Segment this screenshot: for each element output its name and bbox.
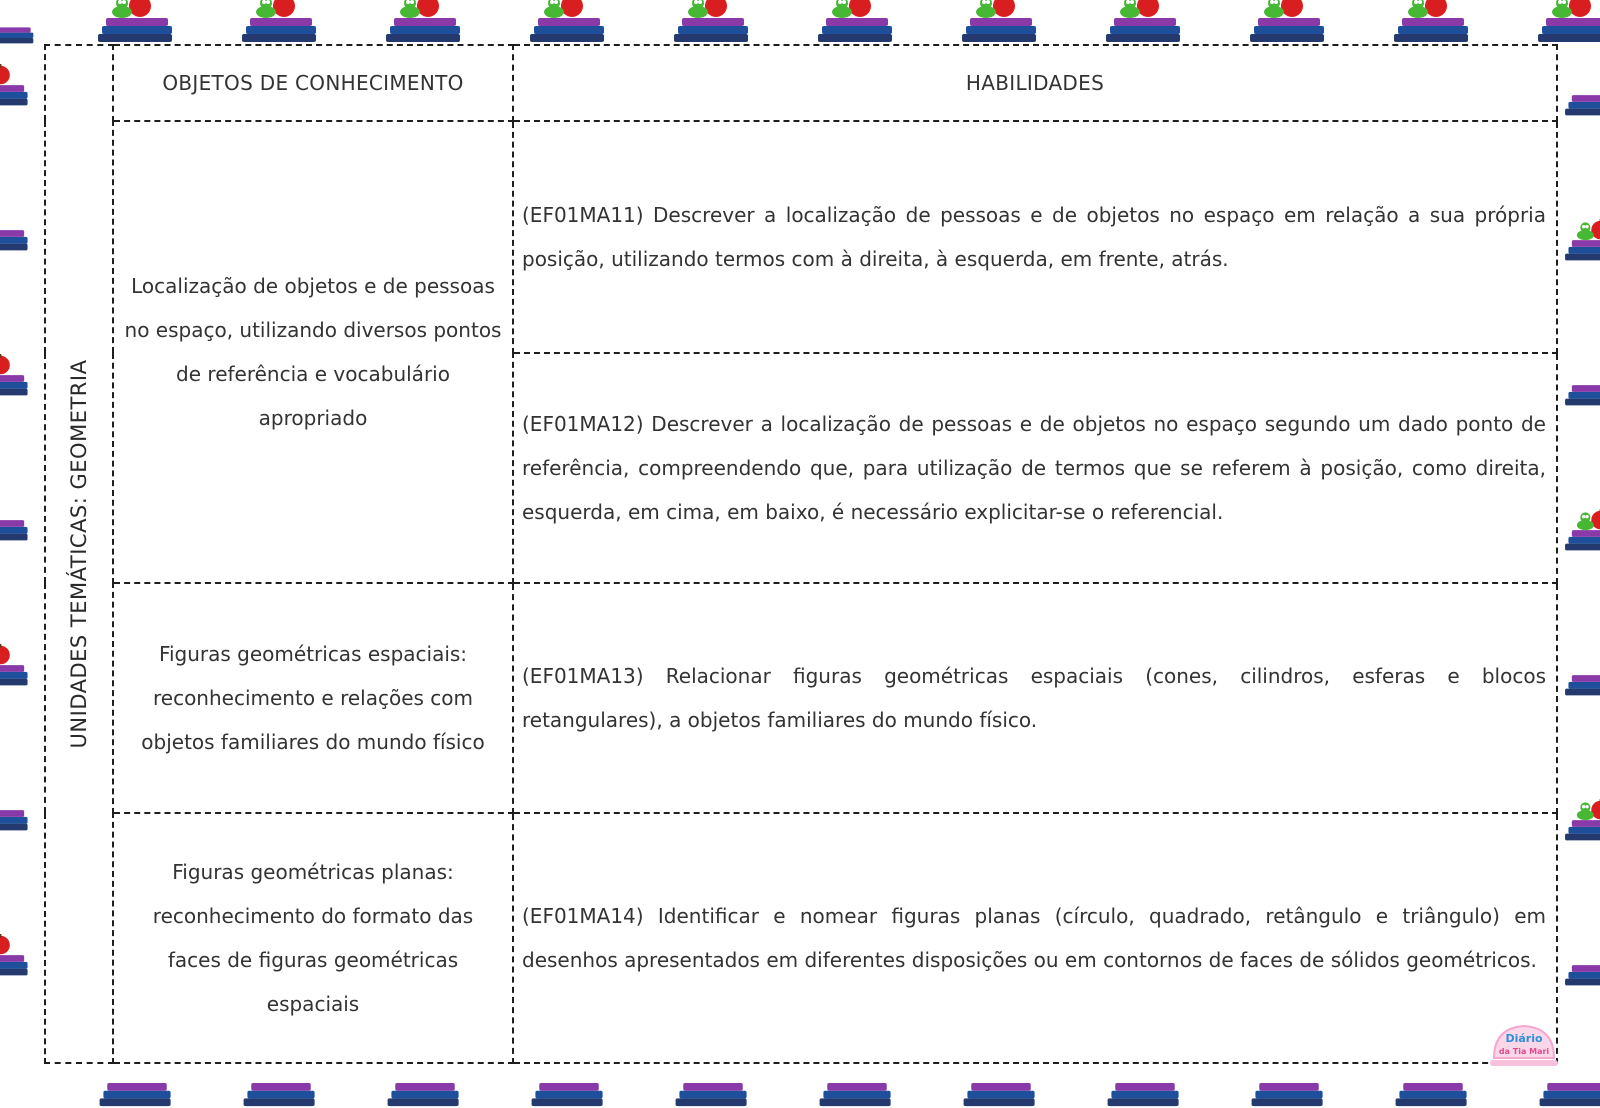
skill-cell-ef01ma13: (EF01MA13) Relacionar figuras geométricas espaciais (cones, cilindros, esferas e blocos retangulares), a objetos familiares do mundo físico.	[513, 583, 1557, 813]
book-stack-icon	[1560, 799, 1600, 843]
book-stack-icon	[956, 0, 1046, 44]
book-stack-icon	[236, 1060, 326, 1108]
book-stack-icon	[1244, 0, 1334, 44]
book-stack-icon	[524, 1060, 614, 1108]
book-stack-icon	[1560, 364, 1600, 408]
object-cell-plane-figures: Figuras geométricas planas: reconhecimento do formato das faces de figuras geométricas espaciais	[113, 813, 513, 1063]
book-stack-icon	[92, 1060, 182, 1108]
thematic-unit-cell	[45, 45, 113, 1063]
svg-text:da Tia Mari: da Tia Mari	[1498, 1047, 1550, 1056]
curriculum-table	[44, 44, 1558, 1064]
book-stack-icon	[1532, 0, 1600, 44]
left-border-pattern	[0, 44, 42, 1060]
book-stack-icon	[956, 1060, 1046, 1108]
book-stack-icon	[380, 1060, 470, 1108]
diario-tia-mari-logo	[1480, 1018, 1568, 1072]
book-stack-icon	[0, 644, 36, 688]
book-stack-icon	[1560, 509, 1600, 553]
thematic-unit-label: UNIDADES TEMÁTICAS: GEOMETRIA	[67, 359, 91, 749]
object-cell-spatial-figures: Figuras geométricas espaciais: reconhecimento e relações com objetos familiares do mundo físico	[113, 583, 513, 813]
skill-cell-ef01ma14: (EF01MA14) Identificar e nomear figuras planas (círculo, quadrado, retângulo e triângulo) em desenhos apresentados em diferentes disposições ou em contornos de faces de sólidos geométricos.	[513, 813, 1557, 1063]
book-stack-icon	[0, 64, 36, 108]
curriculum-sheet	[44, 44, 1556, 1060]
top-border-pattern	[0, 0, 1600, 44]
header-objects: OBJETOS DE CONHECIMENTO	[113, 45, 513, 121]
skill-cell-ef01ma11: (EF01MA11) Descrever a localização de pessoas e de objetos no espaço em relação a sua própria posição, utilizando termos com à direita, à esquerda, em frente, atrás.	[513, 121, 1557, 353]
book-stack-icon	[0, 499, 36, 543]
book-stack-icon	[1100, 1060, 1190, 1108]
svg-text:Diário: Diário	[1505, 1032, 1543, 1045]
book-stack-icon	[0, 10, 40, 44]
book-stack-icon	[1388, 1060, 1478, 1108]
book-stack-icon	[812, 0, 902, 44]
book-stack-icon	[1560, 654, 1600, 698]
skill-cell-ef01ma12: (EF01MA12) Descrever a localização de pessoas e de objetos no espaço segundo um dado ponto de referência, compreendendo que, para utilização de termos que se referem à posição, como direita, esquerda, em cima, em baixo, é necessário explicitar-se o referencial.	[513, 353, 1557, 583]
book-stack-icon	[1560, 944, 1600, 988]
book-stack-icon	[0, 209, 36, 253]
book-stack-icon	[524, 0, 614, 44]
book-stack-icon	[1244, 1060, 1334, 1108]
book-stack-icon	[668, 1060, 758, 1108]
header-skills: HABILIDADES	[513, 45, 1557, 121]
object-cell-location: Localização de objetos e de pessoas no espaço, utilizando diversos pontos de referência e vocabulário apropriado	[113, 121, 513, 583]
book-stack-icon	[380, 0, 470, 44]
right-border-pattern	[1558, 44, 1600, 1060]
book-stack-icon	[1100, 0, 1190, 44]
book-stack-icon	[92, 0, 182, 44]
book-stack-icon	[668, 0, 758, 44]
book-stack-icon	[236, 0, 326, 44]
bottom-border-pattern	[0, 1060, 1600, 1108]
book-stack-icon	[1560, 74, 1600, 118]
book-stack-icon	[1560, 219, 1600, 263]
book-stack-icon	[0, 789, 36, 833]
book-stack-icon	[812, 1060, 902, 1108]
book-stack-icon	[0, 934, 36, 978]
book-stack-icon	[0, 354, 36, 398]
book-stack-icon	[1388, 0, 1478, 44]
